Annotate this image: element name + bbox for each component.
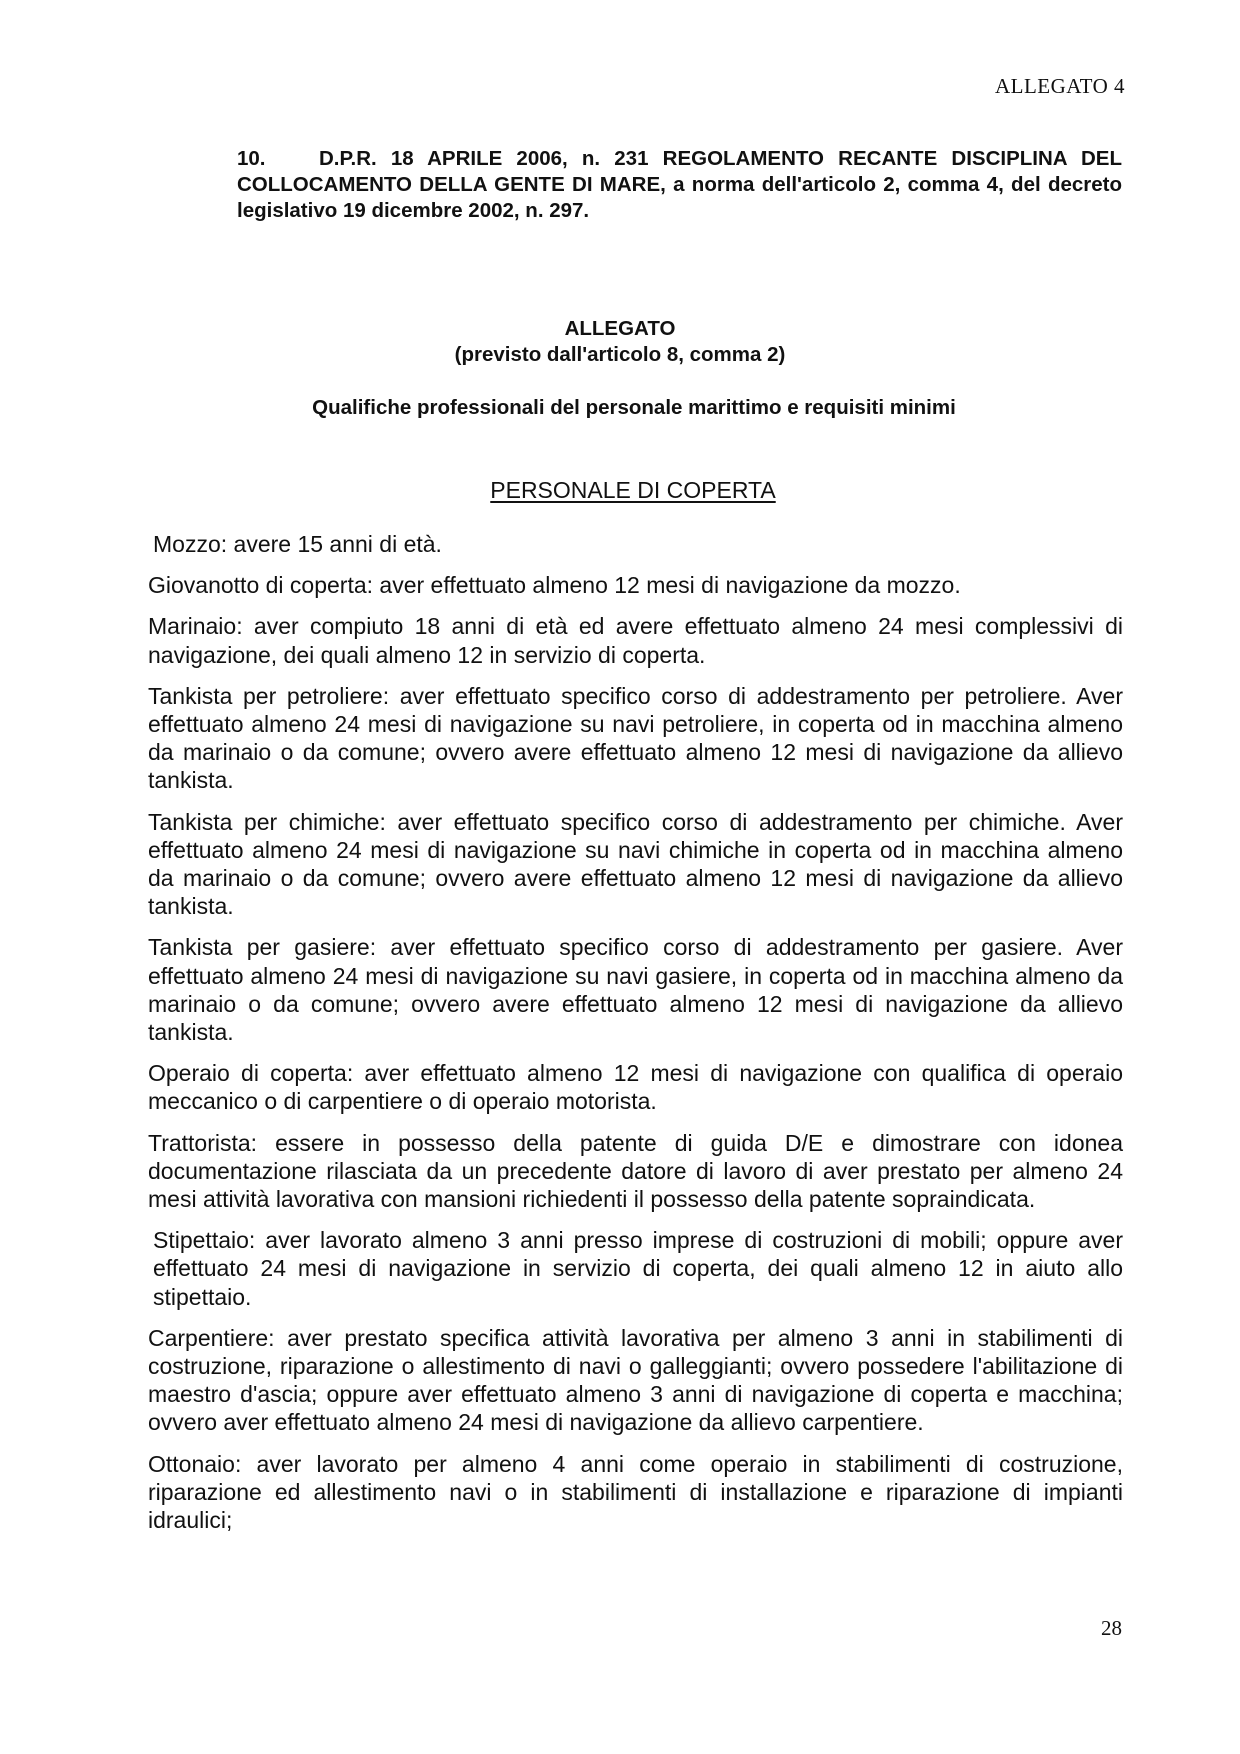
qualification-paragraph: Trattorista: essere in possesso della patente di guida D/E e dimostrare con idonea documentazione rilasciata da un precedente datore di lavoro di aver prestato per almeno 24 mesi attività lavorativa con mansioni richiedenti il possesso della patente sopraindicata. — [148, 1129, 1123, 1213]
qualification-paragraph: Carpentiere: aver prestato specifica attività lavorativa per almeno 3 anni in stabilimenti di costruzione, riparazione o allestimento di navi o galleggianti; ovvero possedere l'abilitazione di maestro d'ascia; oppure aver effettuato almeno 3 anni di navigazione di coperta e macchina; ovvero aver effettuato almeno 24 mesi di navigazione da allievo carpentiere. — [148, 1324, 1123, 1436]
page-number: 28 — [1101, 1616, 1122, 1640]
qualification-paragraph: Tankista per chimiche: aver effettuato specifico corso di addestramento per chimiche. Aver effettuato almeno 24 mesi di navigazione su navi chimiche in coperta od in macchina almeno da marinaio o da comune; ovvero avere effettuato almeno 12 mesi di navigazione da allievo tankista. — [148, 808, 1123, 920]
annex-reference: (previsto dall'articolo 8, comma 2) — [454, 343, 786, 366]
qualification-paragraph: Mozzo: avere 15 anni di età. — [153, 531, 442, 557]
qualification-paragraph: Tankista per gasiere: aver effettuato specifico corso di addestramento per gasiere. Aver effettuato almeno 24 mesi di navigazione su navi gasiere, in coperta od in macchina almeno da marinaio o da comune; ovvero avere effettuato almeno 12 mesi di navigazione da allievo tankista. — [148, 934, 1123, 1046]
document-heading — [237, 146, 1122, 224]
qualification-paragraph: Ottonaio: aver lavorato per almeno 4 anni come operaio in stabilimenti di costruzione, riparazione ed allestimento navi o in stabilimenti di installazione e riparazione di impianti idraulici; — [148, 1450, 1123, 1534]
qualification-paragraph: Marinaio: aver compiuto 18 anni di età ed avere effettuato almeno 24 mesi complessivi di navigazione, dei quali almeno 12 in servizio di coperta. — [148, 613, 1123, 668]
qualification-paragraph: Giovanotto di coperta: aver effettuato almeno 12 mesi di navigazione da mozzo. — [148, 572, 961, 599]
annex-subtitle: Qualifiche professionali del personale marittimo e requisiti minimi — [312, 396, 956, 419]
heading-number: 10. — [237, 147, 266, 170]
page-header-annex-label: ALLEGATO 4 — [994, 74, 1125, 98]
qualification-paragraph: Tankista per petroliere: aver effettuato specifico corso di addestramento per petroliere. Aver effettuato almeno 24 mesi di navigazione su navi petroliere, in coperta od in macchina almeno da marinaio o da comune; ovvero avere effettuato almeno 12 mesi di navigazione da allievo tankista. — [148, 682, 1123, 794]
qualification-paragraph: Stipettaio: aver lavorato almeno 3 anni presso imprese di costruzioni di mobili; oppure aver effettuato 24 mesi di navigazione in servizio di coperta, dei quali almeno 12 in aiuto allo stipettaio. — [153, 1227, 1123, 1310]
section-title: PERSONALE DI COPERTA — [490, 477, 776, 503]
qualification-paragraph: Operaio di coperta: aver effettuato almeno 12 mesi di navigazione con qualifica di operaio meccanico o di carpentiere o di operaio motorista. — [148, 1060, 1123, 1115]
qualifications-list — [148, 530, 1123, 1547]
annex-title-block — [0, 316, 1240, 368]
heading-text: D.P.R. 18 APRILE 2006, n. 231 REGOLAMENTO RECANTE DISCIPLINA DEL COLLOCAMENTO DELLA GENTE DI MARE, a norma dell'articolo 2, comma 4, del decreto legislativo 19 dicembre 2002, n. 297. — [237, 147, 1122, 222]
annex-title: ALLEGATO — [564, 317, 676, 340]
